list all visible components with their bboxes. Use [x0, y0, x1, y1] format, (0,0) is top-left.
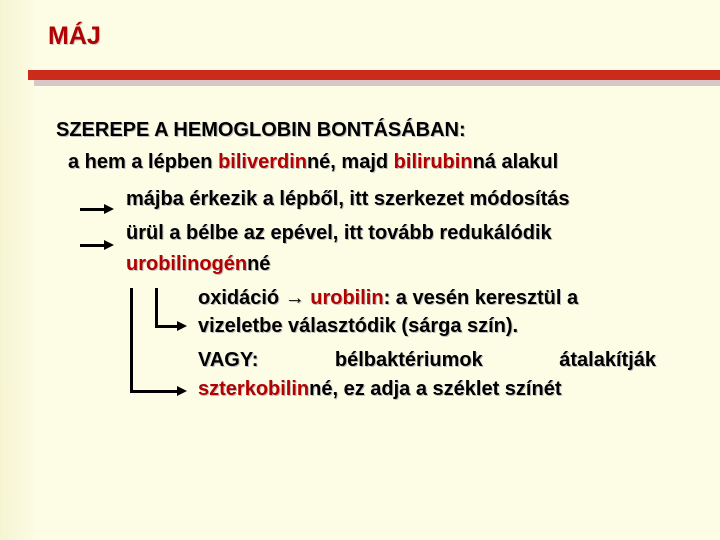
- term-biliverdin: biliverdin: [218, 151, 307, 173]
- text-line-7: [198, 348, 656, 372]
- text-line-6: vizeletbe választódik (sárga szín).: [198, 315, 519, 337]
- text-segment: VAGY:: [198, 349, 259, 371]
- text-segment: átalakítják: [559, 349, 656, 371]
- text-line-3: ürül a bélbe az epével, itt tovább redukálódik: [126, 222, 552, 244]
- text-line-5: [198, 286, 578, 310]
- arrow-right-icon: [80, 208, 105, 211]
- branch-line-outer: [130, 288, 133, 393]
- title-rule: [28, 70, 720, 80]
- page-title: MÁJ: [48, 22, 101, 50]
- text-line-2: májba érkezik a lépből, itt szerkezet módosítás: [126, 188, 570, 210]
- text-line-8: [198, 377, 561, 401]
- term-bilirubin: bilirubin: [393, 151, 473, 173]
- text-segment: né: [247, 253, 271, 275]
- term-szterkobilin: szterkobilin: [198, 378, 310, 400]
- text-line-1: [68, 150, 558, 174]
- text-segment: oxidáció →: [198, 287, 311, 309]
- text-segment: né, ez adja a széklet színét: [309, 378, 562, 400]
- term-urobilin: urobilin: [310, 287, 384, 309]
- arrow-right-icon: [155, 325, 178, 328]
- branch-line-inner: [155, 288, 158, 328]
- text-segment: ná alakul: [472, 151, 559, 173]
- arrow-right-icon: [130, 390, 178, 393]
- text-segment: a hem a lépben: [68, 151, 219, 173]
- text-segment: bélbaktériumok: [334, 349, 483, 371]
- arrow-right-icon: [80, 244, 105, 247]
- term-urobilinogen: urobilinogén: [126, 253, 248, 275]
- text-segment: : a vesén keresztül a: [383, 287, 579, 309]
- left-decorative-bar: [0, 0, 33, 540]
- text-segment: né, majd: [306, 151, 394, 173]
- text-line-4: [126, 252, 270, 276]
- section-heading: SZEREPE A HEMOGLOBIN BONTÁSÁBAN:: [56, 119, 466, 141]
